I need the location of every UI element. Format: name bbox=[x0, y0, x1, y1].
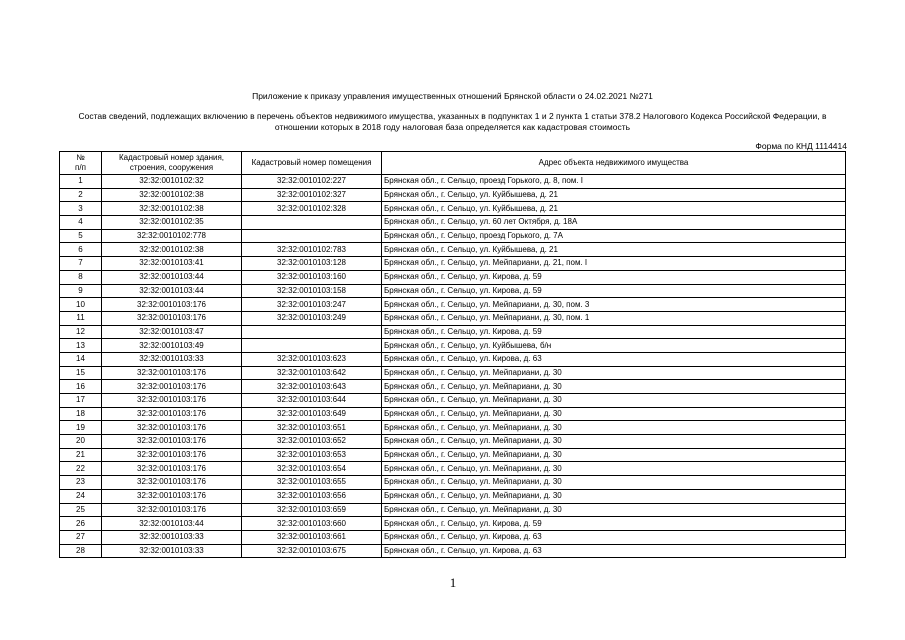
building-cadastral-cell: 32:32:0010103:176 bbox=[102, 311, 242, 325]
building-cadastral-cell: 32:32:0010103:44 bbox=[102, 517, 242, 531]
address-cell: Брянская обл., г. Сельцо, ул. Кирова, д. 63 bbox=[382, 544, 846, 558]
table-row bbox=[60, 188, 846, 202]
table-row bbox=[60, 462, 846, 476]
table-row bbox=[60, 503, 846, 517]
subtitle-line-2: отношении которых в 2018 году налоговая база определяется как кадастровая стоимость bbox=[274, 122, 631, 132]
address-cell: Брянская обл., г. Сельцо, ул. Мейпариани, д. 30 bbox=[382, 503, 846, 517]
address-cell: Брянская обл., г. Сельцо, ул. Мейпариани, д. 30, пом. 3 bbox=[382, 298, 846, 312]
row-number-cell: 26 bbox=[60, 517, 102, 531]
row-number-cell: 6 bbox=[60, 243, 102, 257]
premises-cadastral-cell bbox=[242, 339, 382, 353]
row-number-cell: 27 bbox=[60, 530, 102, 544]
table-row bbox=[60, 311, 846, 325]
table-row bbox=[60, 530, 846, 544]
table-row bbox=[60, 366, 846, 380]
row-number-cell: 8 bbox=[60, 270, 102, 284]
address-cell: Брянская обл., г. Сельцо, ул. Куйбышева, б/н bbox=[382, 339, 846, 353]
row-number-cell: 22 bbox=[60, 462, 102, 476]
address-cell: Брянская обл., г. Сельцо, ул. Кирова, д. 63 bbox=[382, 352, 846, 366]
premises-cadastral-cell: 32:32:0010103:160 bbox=[242, 270, 382, 284]
header-address: Адрес объекта недвижимого имущества bbox=[382, 152, 846, 175]
building-cadastral-cell: 32:32:0010103:176 bbox=[102, 407, 242, 421]
table-row bbox=[60, 489, 846, 503]
table-row bbox=[60, 435, 846, 449]
row-number-cell: 5 bbox=[60, 229, 102, 243]
building-cadastral-cell: 32:32:0010102:32 bbox=[102, 175, 242, 189]
building-cadastral-cell: 32:32:0010103:47 bbox=[102, 325, 242, 339]
address-cell: Брянская обл., г. Сельцо, ул. Мейпариани, д. 30 bbox=[382, 407, 846, 421]
premises-cadastral-cell bbox=[242, 325, 382, 339]
address-cell: Брянская обл., г. Сельцо, ул. Куйбышева, д. 21 bbox=[382, 202, 846, 216]
address-cell: Брянская обл., г. Сельцо, ул. Кирова, д. 59 bbox=[382, 325, 846, 339]
address-cell: Брянская обл., г. Сельцо, ул. Кирова, д. 59 bbox=[382, 517, 846, 531]
form-code-label: Форма по КНД 1114414 bbox=[755, 141, 847, 151]
row-number-cell: 14 bbox=[60, 352, 102, 366]
building-cadastral-cell: 32:32:0010103:44 bbox=[102, 270, 242, 284]
row-number-cell: 24 bbox=[60, 489, 102, 503]
premises-cadastral-cell bbox=[242, 216, 382, 230]
subtitle-line-1: Состав сведений, подлежащих включению в перечень объектов недвижимого имущества, указанных в подпунктах 1 и 2 пункта 1 статьи 378.2 Налогового Кодекса Российской Федерации, в bbox=[78, 111, 827, 121]
table-body bbox=[60, 175, 846, 558]
building-cadastral-cell: 32:32:0010103:176 bbox=[102, 380, 242, 394]
table-row bbox=[60, 216, 846, 230]
address-cell: Брянская обл., г. Сельцо, ул. Мейпариани, д. 30 bbox=[382, 380, 846, 394]
row-number-cell: 19 bbox=[60, 421, 102, 435]
table-row bbox=[60, 407, 846, 421]
premises-cadastral-cell: 32:32:0010103:247 bbox=[242, 298, 382, 312]
header-number-abbr: п/п bbox=[75, 163, 86, 172]
header-number-sign: № bbox=[76, 153, 85, 162]
building-cadastral-cell: 32:32:0010103:176 bbox=[102, 435, 242, 449]
building-cadastral-cell: 32:32:0010102:38 bbox=[102, 188, 242, 202]
premises-cadastral-cell: 32:32:0010103:623 bbox=[242, 352, 382, 366]
premises-cadastral-cell: 32:32:0010102:227 bbox=[242, 175, 382, 189]
address-cell: Брянская обл., г. Сельцо, ул. Кирова, д. 59 bbox=[382, 284, 846, 298]
address-cell: Брянская обл., г. Сельцо, проезд Горького, д. 8, пом. I bbox=[382, 175, 846, 189]
building-cadastral-cell: 32:32:0010103:176 bbox=[102, 298, 242, 312]
building-cadastral-cell: 32:32:0010103:176 bbox=[102, 476, 242, 490]
address-cell: Брянская обл., г. Сельцо, ул. Мейпариани, д. 30 bbox=[382, 462, 846, 476]
building-cadastral-cell: 32:32:0010103:176 bbox=[102, 462, 242, 476]
row-number-cell: 11 bbox=[60, 311, 102, 325]
address-cell: Брянская обл., г. Сельцо, ул. Мейпариани, д. 30 bbox=[382, 435, 846, 449]
address-cell: Брянская обл., г. Сельцо, ул. Мейпариани, д. 30, пом. 1 bbox=[382, 311, 846, 325]
table-row bbox=[60, 394, 846, 408]
row-number-cell: 16 bbox=[60, 380, 102, 394]
address-cell: Брянская обл., г. Сельцо, ул. Мейпариани, д. 30 bbox=[382, 476, 846, 490]
premises-cadastral-cell: 32:32:0010102:783 bbox=[242, 243, 382, 257]
address-cell: Брянская обл., г. Сельцо, ул. Мейпариани, д. 30 bbox=[382, 448, 846, 462]
row-number-cell: 21 bbox=[60, 448, 102, 462]
building-cadastral-cell: 32:32:0010103:33 bbox=[102, 530, 242, 544]
table-row bbox=[60, 270, 846, 284]
building-cadastral-cell: 32:32:0010103:49 bbox=[102, 339, 242, 353]
premises-cadastral-cell: 32:32:0010103:661 bbox=[242, 530, 382, 544]
header-building-cadastral: Кадастровый номер здания, строения, сооружения bbox=[102, 152, 242, 175]
table-row bbox=[60, 517, 846, 531]
premises-cadastral-cell: 32:32:0010103:128 bbox=[242, 257, 382, 271]
row-number-cell: 3 bbox=[60, 202, 102, 216]
premises-cadastral-cell: 32:32:0010103:158 bbox=[242, 284, 382, 298]
table-header-row bbox=[60, 152, 846, 175]
premises-cadastral-cell: 32:32:0010103:652 bbox=[242, 435, 382, 449]
table-row bbox=[60, 380, 846, 394]
row-number-cell: 28 bbox=[60, 544, 102, 558]
table-row bbox=[60, 229, 846, 243]
building-cadastral-cell: 32:32:0010102:778 bbox=[102, 229, 242, 243]
row-number-cell: 1 bbox=[60, 175, 102, 189]
building-cadastral-cell: 32:32:0010103:44 bbox=[102, 284, 242, 298]
building-cadastral-cell: 32:32:0010103:33 bbox=[102, 352, 242, 366]
table-row bbox=[60, 544, 846, 558]
row-number-cell: 18 bbox=[60, 407, 102, 421]
table-row bbox=[60, 421, 846, 435]
row-number-cell: 9 bbox=[60, 284, 102, 298]
building-cadastral-cell: 32:32:0010102:35 bbox=[102, 216, 242, 230]
premises-cadastral-cell: 32:32:0010103:642 bbox=[242, 366, 382, 380]
row-number-cell: 7 bbox=[60, 257, 102, 271]
building-cadastral-cell: 32:32:0010103:176 bbox=[102, 394, 242, 408]
address-cell: Брянская обл., г. Сельцо, ул. Куйбышева, д. 21 bbox=[382, 243, 846, 257]
header-premises-cadastral: Кадастровый номер помещения bbox=[242, 152, 382, 175]
premises-cadastral-cell: 32:32:0010103:649 bbox=[242, 407, 382, 421]
row-number-cell: 4 bbox=[60, 216, 102, 230]
table-row bbox=[60, 352, 846, 366]
premises-cadastral-cell: 32:32:0010103:643 bbox=[242, 380, 382, 394]
page-number: 1 bbox=[449, 575, 457, 590]
building-cadastral-cell: 32:32:0010103:176 bbox=[102, 503, 242, 517]
premises-cadastral-cell: 32:32:0010103:249 bbox=[242, 311, 382, 325]
premises-cadastral-cell: 32:32:0010103:655 bbox=[242, 476, 382, 490]
address-cell: Брянская обл., г. Сельцо, ул. Куйбышева, д. 21 bbox=[382, 188, 846, 202]
row-number-cell: 20 bbox=[60, 435, 102, 449]
table-row bbox=[60, 298, 846, 312]
building-cadastral-cell: 32:32:0010103:176 bbox=[102, 448, 242, 462]
table-row bbox=[60, 257, 846, 271]
address-cell: Брянская обл., г. Сельцо, ул. Мейпариани, д. 21, пом. I bbox=[382, 257, 846, 271]
premises-cadastral-cell: 32:32:0010103:660 bbox=[242, 517, 382, 531]
table-row bbox=[60, 325, 846, 339]
header-row-number bbox=[60, 152, 102, 175]
row-number-cell: 10 bbox=[60, 298, 102, 312]
premises-cadastral-cell: 32:32:0010102:328 bbox=[242, 202, 382, 216]
premises-cadastral-cell: 32:32:0010103:656 bbox=[242, 489, 382, 503]
table-row bbox=[60, 476, 846, 490]
row-number-cell: 2 bbox=[60, 188, 102, 202]
table-row bbox=[60, 284, 846, 298]
row-number-cell: 12 bbox=[60, 325, 102, 339]
premises-cadastral-cell: 32:32:0010103:653 bbox=[242, 448, 382, 462]
row-number-cell: 23 bbox=[60, 476, 102, 490]
property-table bbox=[59, 151, 846, 558]
address-cell: Брянская обл., г. Сельцо, ул. Кирова, д. 63 bbox=[382, 530, 846, 544]
table-row bbox=[60, 175, 846, 189]
table-row bbox=[60, 243, 846, 257]
premises-cadastral-cell: 32:32:0010103:644 bbox=[242, 394, 382, 408]
row-number-cell: 25 bbox=[60, 503, 102, 517]
address-cell: Брянская обл., г. Сельцо, ул. Мейпариани, д. 30 bbox=[382, 421, 846, 435]
row-number-cell: 17 bbox=[60, 394, 102, 408]
building-cadastral-cell: 32:32:0010103:176 bbox=[102, 489, 242, 503]
address-cell: Брянская обл., г. Сельцо, ул. Мейпариани, д. 30 bbox=[382, 366, 846, 380]
row-number-cell: 15 bbox=[60, 366, 102, 380]
premises-cadastral-cell bbox=[242, 229, 382, 243]
table-row bbox=[60, 339, 846, 353]
building-cadastral-cell: 32:32:0010102:38 bbox=[102, 243, 242, 257]
document-caption: Приложение к приказу управления имущественных отношений Брянской области о 24.02.2021 №271 bbox=[252, 91, 653, 101]
table-row bbox=[60, 202, 846, 216]
building-cadastral-cell: 32:32:0010103:33 bbox=[102, 544, 242, 558]
premises-cadastral-cell: 32:32:0010103:651 bbox=[242, 421, 382, 435]
row-number-cell: 13 bbox=[60, 339, 102, 353]
premises-cadastral-cell: 32:32:0010102:327 bbox=[242, 188, 382, 202]
address-cell: Брянская обл., г. Сельцо, ул. Кирова, д. 59 bbox=[382, 270, 846, 284]
address-cell: Брянская обл., г. Сельцо, ул. 60 лет Октября, д. 18А bbox=[382, 216, 846, 230]
building-cadastral-cell: 32:32:0010103:176 bbox=[102, 366, 242, 380]
address-cell: Брянская обл., г. Сельцо, ул. Мейпариани, д. 30 bbox=[382, 394, 846, 408]
premises-cadastral-cell: 32:32:0010103:654 bbox=[242, 462, 382, 476]
building-cadastral-cell: 32:32:0010102:38 bbox=[102, 202, 242, 216]
document-subtitle bbox=[60, 111, 845, 133]
table-row bbox=[60, 448, 846, 462]
premises-cadastral-cell: 32:32:0010103:659 bbox=[242, 503, 382, 517]
address-cell: Брянская обл., г. Сельцо, проезд Горького, д. 7А bbox=[382, 229, 846, 243]
building-cadastral-cell: 32:32:0010103:176 bbox=[102, 421, 242, 435]
address-cell: Брянская обл., г. Сельцо, ул. Мейпариани, д. 30 bbox=[382, 489, 846, 503]
building-cadastral-cell: 32:32:0010103:41 bbox=[102, 257, 242, 271]
premises-cadastral-cell: 32:32:0010103:675 bbox=[242, 544, 382, 558]
